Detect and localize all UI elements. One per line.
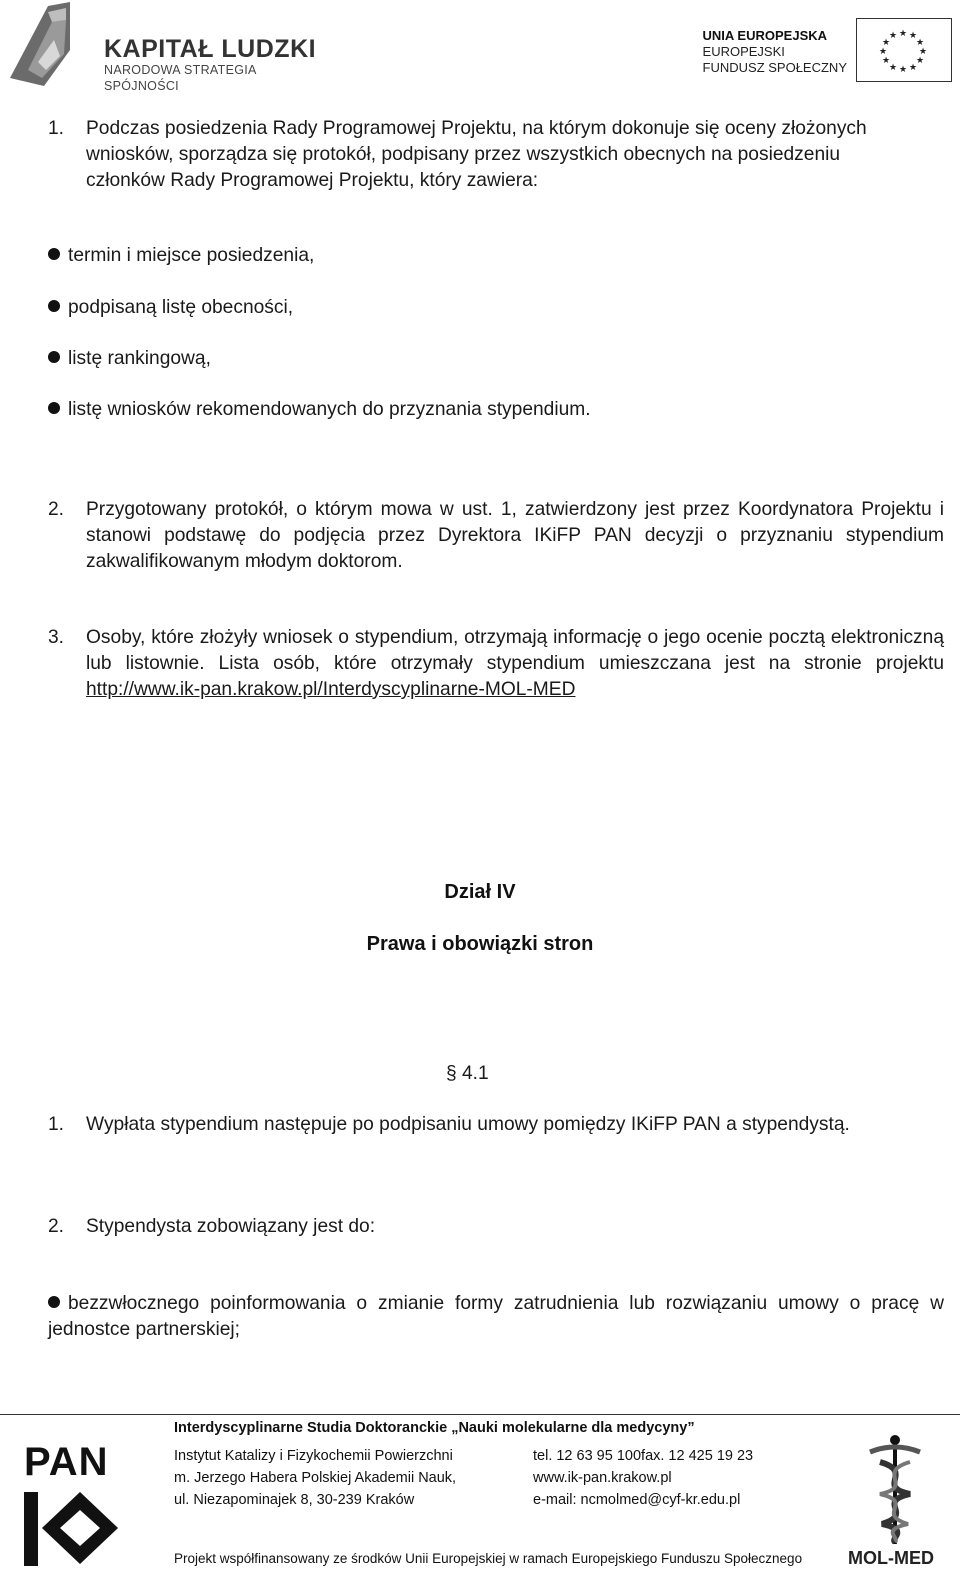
svg-text:★: ★: [888, 63, 898, 73]
paragraph-symbol: § 4.1: [446, 1063, 489, 1084]
section-4-p2-number: 2.: [48, 1216, 65, 1237]
footer-address-3: ul. Niezapominajek 8, 30-239 Kraków: [174, 1492, 415, 1508]
footer-email: e-mail: ncmolmed@cyf-kr.edu.pl: [533, 1492, 741, 1508]
bullet-icon: [48, 351, 60, 363]
list-item: listę wniosków rekomendowanych do przyznania stypendium.: [48, 397, 591, 423]
svg-text:★: ★: [908, 63, 918, 73]
footer-address-1: Instytut Katalizy i Fizykochemii Powierzchni: [174, 1448, 453, 1464]
kapital-ludzki-title: KAPITAŁ LUDZKI: [104, 35, 317, 63]
svg-text:★: ★: [878, 47, 888, 57]
footer-divider: [0, 1414, 960, 1415]
mol-med-logo-text: MOL-MED: [848, 1548, 934, 1568]
division-title: Dział IV: [444, 881, 516, 903]
svg-text:★: ★: [915, 38, 925, 48]
footer-title: Interdyscyplinarne Studia Doktoranckie „Nauki molekularne dla medycyny”: [174, 1420, 695, 1436]
pan-logo-text: PAN: [24, 1440, 109, 1484]
eu-flag-icon: [856, 18, 952, 82]
footer-address-2: m. Jerzego Habera Polskiej Akademii Nauk,: [174, 1470, 457, 1486]
caduceus-icon: [840, 1432, 950, 1548]
bullet-icon: [48, 1296, 60, 1308]
list-item: termin i miejsce posiedzenia,: [48, 243, 314, 269]
section-4-p1-text: Wypłata stypendium następuje po podpisaniu umowy pomiędzy IKiFP PAN a stypendystą.: [86, 1114, 850, 1135]
pan-emblem-icon: [20, 1488, 140, 1568]
mol-med-logo: [840, 1432, 950, 1572]
eu-line-3: FUNDUSZ SPOŁECZNY: [702, 60, 847, 75]
footer-phone: tel. 12 63 95 100fax. 12 425 19 23: [533, 1448, 754, 1464]
svg-text:★: ★: [908, 31, 918, 41]
bullet-icon: [48, 248, 60, 260]
section-3-text: [86, 625, 944, 703]
footer-cofinanced: Projekt współfinansowany ze środków Unii Europejskiej w ramach Europejskiego Funduszu Społecznego: [174, 1551, 803, 1566]
svg-text:★: ★: [881, 38, 891, 48]
project-link[interactable]: http://www.ik-pan.krakow.pl/Interdyscyplinarne-MOL-MED: [86, 679, 576, 700]
section-2-number: 2.: [48, 499, 65, 520]
eu-text: [703, 28, 847, 76]
kapital-ludzki-emblem-icon: [8, 0, 88, 90]
list-item: listę rankingową,: [48, 346, 211, 372]
footer-website: www.ik-pan.krakow.pl: [533, 1470, 672, 1486]
svg-text:★: ★: [888, 31, 898, 41]
kapital-ludzki-subtitle: NARODOWA STRATEGIA SPÓJNOŚCI: [104, 63, 256, 93]
svg-text:★: ★: [918, 47, 928, 57]
eu-line-1: UNIA EUROPEJSKA: [702, 28, 828, 43]
kapital-ludzki-logo: [8, 0, 328, 93]
division-subtitle: Prawa i obowiązki stron: [366, 933, 594, 955]
eu-line-2: EUROPEJSKI: [702, 44, 785, 59]
svg-text:★: ★: [881, 56, 891, 66]
bullet-icon: [48, 300, 60, 312]
section-4-p2-text: Stypendysta zobowiązany jest do:: [86, 1216, 376, 1237]
section-2-text: Przygotowany protokół, o którym mowa w ust. 1, zatwierdzony jest przez Koordynatora Projektu i stanowi podstawę do podjęcia przez Dyrektora IKiFP PAN decyzji o przyznaniu stypendium zakwalifikowanym młodym doktorom.: [86, 499, 944, 572]
section-3-number: 3.: [48, 627, 65, 648]
list-item: podpisaną listę obecności,: [48, 295, 293, 321]
section-1-number: 1.: [48, 118, 65, 139]
section-1-text: Podczas posiedzenia Rady Programowej Projektu, na którym dokonuje się oceny złożonych wniosków, sporządza się protokół, podpisany przez wszystkich obecnych na posiedzeniu członków Rady Programowej Projektu, który zawiera:: [86, 118, 867, 191]
list-item: bezzwłocznego poinformowania o zmianie formy zatrudnienia lub rozwiązaniu umowy o pracę w jednostce partnerskiej;: [48, 1293, 944, 1340]
svg-text:★: ★: [915, 56, 925, 66]
svg-text:★: ★: [898, 65, 908, 75]
pan-logo: [20, 1440, 140, 1568]
section-4-p1-number: 1.: [48, 1114, 65, 1135]
svg-text:★: ★: [898, 29, 908, 39]
bullet-icon: [48, 402, 60, 414]
section-3-body: Osoby, które złożyły wniosek o stypendium, otrzymają informację o jego ocenie pocztą elektroniczną lub listownie. Lista osób, które otrzymały stypendium umieszczana jest na stronie projektu: [86, 627, 944, 674]
